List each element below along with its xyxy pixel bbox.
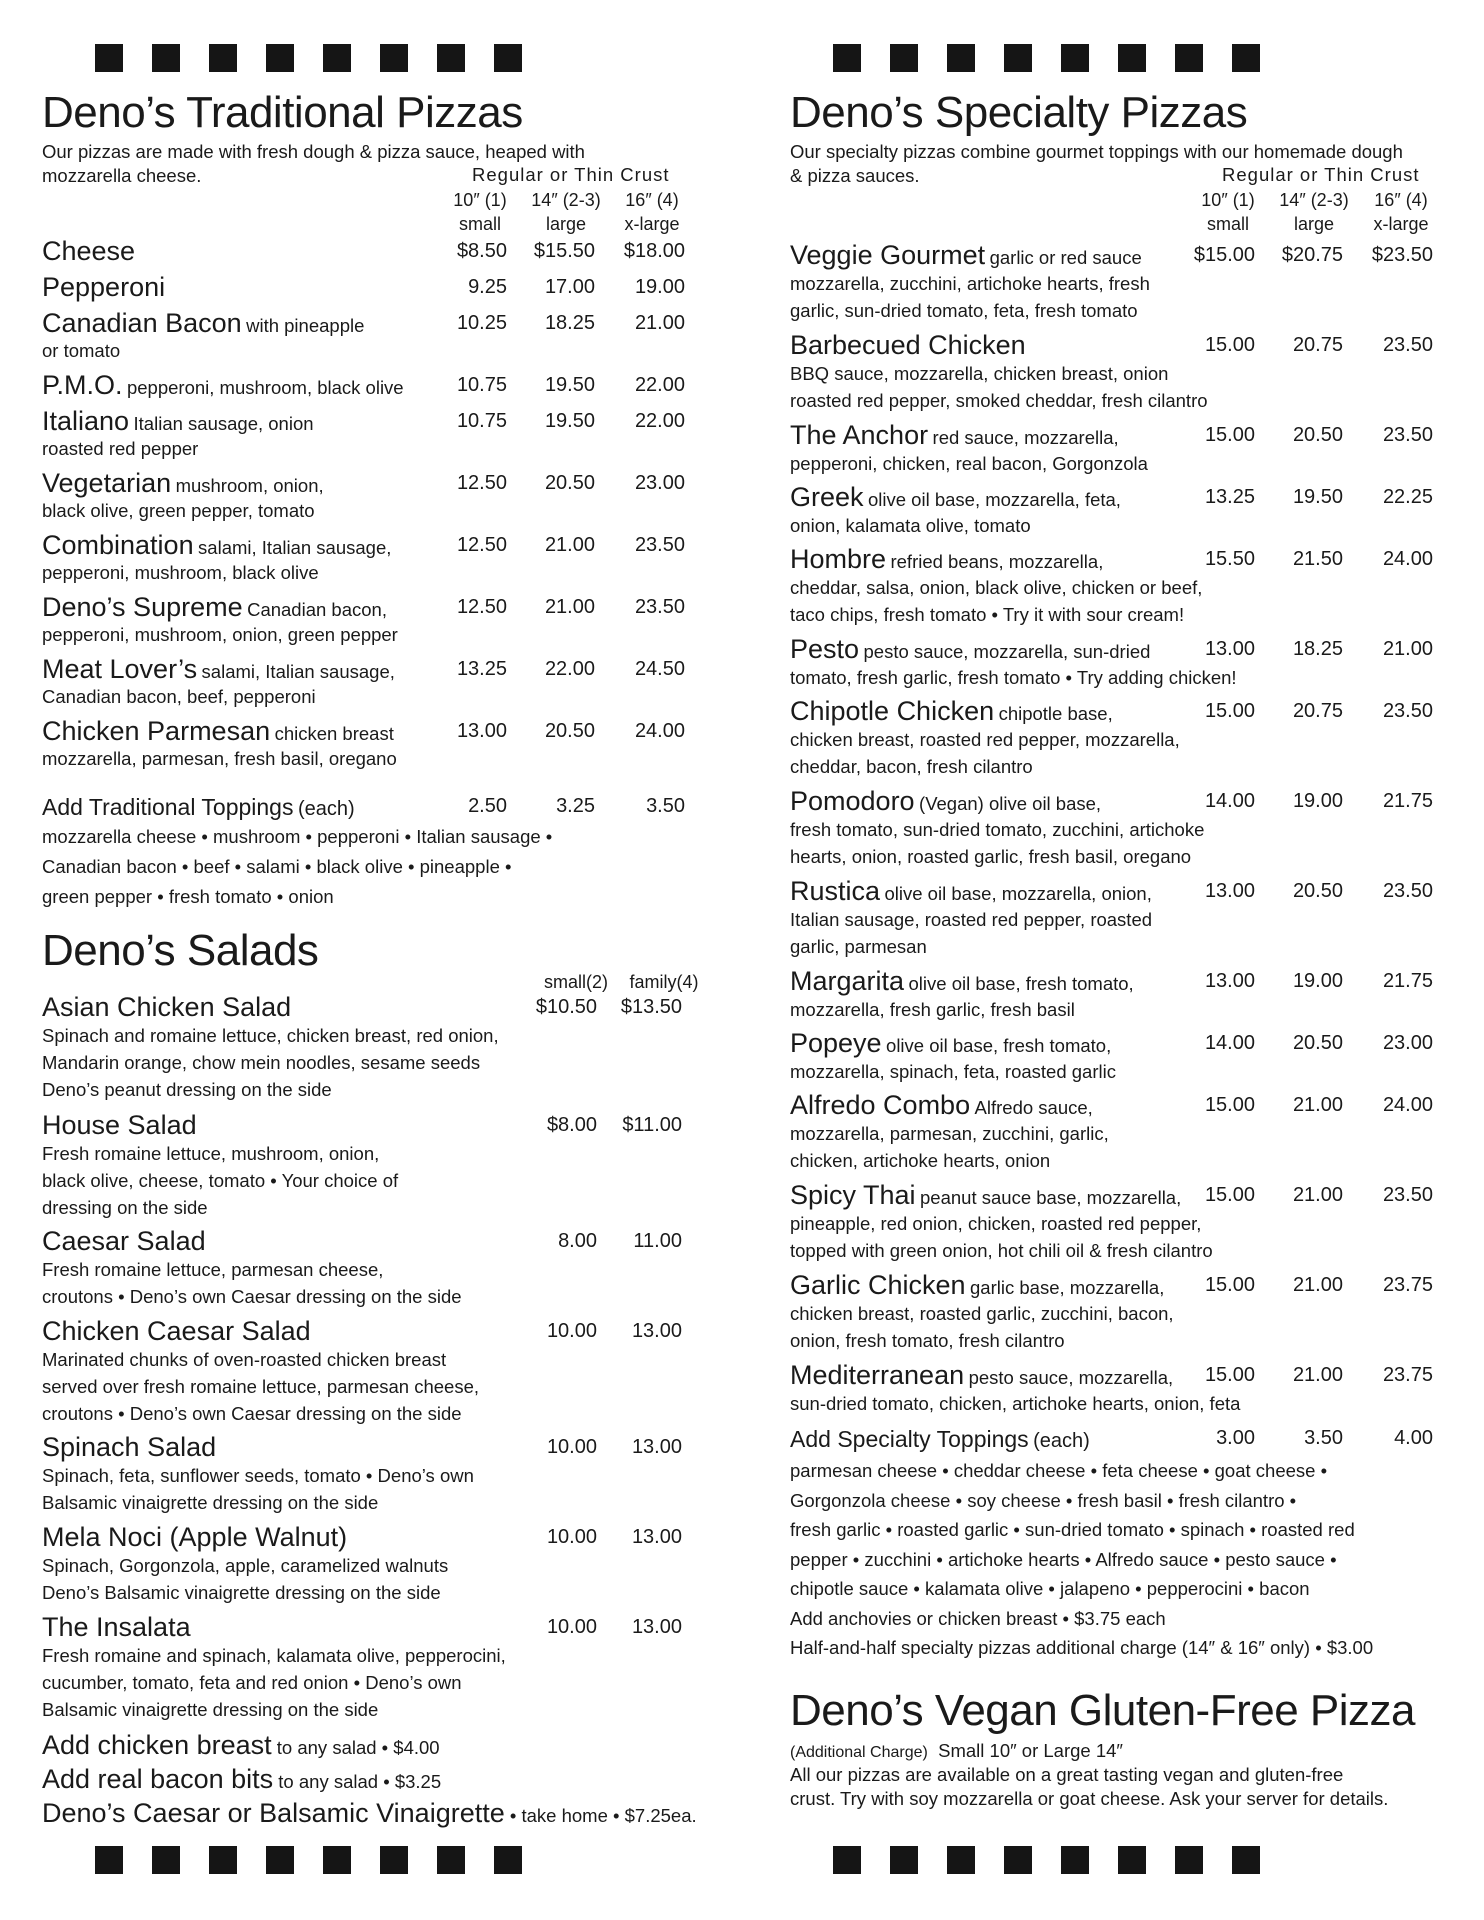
traditional-toppings-line: mozzarella cheese • mushroom • pepperoni • Italian sausage • bbox=[42, 826, 553, 847]
menu-item bbox=[42, 592, 714, 648]
item-sub: pepperoni, chicken, real bacon, Gorgonzola bbox=[790, 453, 1148, 474]
salad-desc-line: croutons • Deno’s own Caesar dressing on the side bbox=[42, 1286, 462, 1307]
item-price: 15.00 bbox=[1204, 1274, 1255, 1296]
item-price: $8.50 bbox=[456, 240, 507, 262]
top-right-squares bbox=[833, 44, 1289, 72]
salads-title: Deno’s Salads bbox=[42, 926, 319, 975]
item-price: 24.00 bbox=[1382, 1094, 1433, 1116]
traditional-crust-label: Regular or Thin Crust bbox=[472, 164, 670, 185]
salad-name: Caesar Salad bbox=[42, 1226, 206, 1256]
item-price: 23.00 bbox=[1382, 1032, 1433, 1054]
salad-price: 10.00 bbox=[546, 1320, 597, 1342]
item-name: Pepperoni bbox=[42, 272, 166, 302]
item-price: 21.00 bbox=[544, 596, 595, 618]
item-price: 13.00 bbox=[1204, 880, 1255, 902]
item-sub: Canadian bacon, beef, pepperoni bbox=[42, 686, 316, 707]
item-desc: olive oil base, mozzarella, onion, bbox=[884, 883, 1152, 904]
item-price: 21.50 bbox=[1292, 548, 1343, 570]
item-price: 13.25 bbox=[1204, 486, 1255, 508]
menu-item bbox=[42, 654, 714, 710]
specialty-toppings-line: parmesan cheese • cheddar cheese • feta cheese • goat cheese • bbox=[790, 1460, 1328, 1481]
item-name: Barbecued Chicken bbox=[790, 330, 1026, 360]
specialty-item bbox=[790, 240, 1450, 324]
item-price: 20.50 bbox=[1292, 424, 1343, 446]
salads-size-small: small(2) bbox=[543, 972, 608, 992]
item-price: 23.50 bbox=[1382, 880, 1433, 902]
item-desc: with pineapple bbox=[246, 315, 365, 336]
traditional-toppings-line: green pepper • fresh tomato • onion bbox=[42, 886, 334, 907]
item-price: 23.50 bbox=[634, 534, 685, 556]
item-price: 21.00 bbox=[1292, 1184, 1343, 1206]
item-name: Greek bbox=[790, 482, 864, 512]
item-name: Pomodoro bbox=[790, 786, 915, 816]
item-price: 23.50 bbox=[1382, 1184, 1433, 1206]
item-desc: (Vegan) olive oil base, bbox=[919, 793, 1102, 814]
salad-price: 10.00 bbox=[546, 1526, 597, 1548]
traditional-title: Deno’s Traditional Pizzas bbox=[42, 88, 523, 137]
item-price: 18.25 bbox=[1292, 638, 1343, 660]
item-desc: salami, Italian sausage, bbox=[201, 661, 395, 682]
traditional-size-small: 10″ (1) small bbox=[453, 190, 507, 234]
item-price: 23.50 bbox=[1382, 334, 1433, 356]
item-sub: cheddar, salsa, onion, black olive, chicken or beef, bbox=[790, 577, 1203, 598]
item-price: 24.50 bbox=[634, 658, 685, 680]
item-price: 15.00 bbox=[1204, 1184, 1255, 1206]
menu-item bbox=[42, 716, 714, 772]
item-sub: cheddar, bacon, fresh cilantro bbox=[790, 756, 1033, 777]
menu-item bbox=[42, 530, 714, 586]
item-sub: or tomato bbox=[42, 340, 121, 361]
item-price: 14.00 bbox=[1204, 1032, 1255, 1054]
item-name: Chipotle Chicken bbox=[790, 696, 995, 726]
specialty-size-large: 14″ (2-3) large bbox=[1279, 190, 1349, 234]
specialty-toppings-line: Add anchovies or chicken breast • $3.75 each bbox=[790, 1607, 1166, 1629]
specialty-size-xlarge: 16″ (4) x-large bbox=[1373, 190, 1429, 234]
item-desc: chicken breast bbox=[274, 723, 394, 744]
top-left-squares bbox=[95, 44, 551, 72]
item-price: 15.50 bbox=[1204, 548, 1255, 570]
salad-desc-line: dressing on the side bbox=[42, 1197, 208, 1218]
item-price: 19.50 bbox=[544, 374, 595, 396]
salad-price: 13.00 bbox=[631, 1616, 682, 1638]
vegan-title: Deno’s Vegan Gluten-Free Pizza bbox=[790, 1686, 1415, 1735]
item-desc: salami, Italian sausage, bbox=[198, 537, 392, 558]
item-sub: pepperoni, mushroom, black olive bbox=[42, 562, 319, 583]
item-name: Chicken Parmesan bbox=[42, 716, 271, 746]
item-price: 13.00 bbox=[1204, 970, 1255, 992]
salad-price: 11.00 bbox=[633, 1230, 682, 1252]
item-name: Rustica bbox=[790, 876, 881, 906]
item-sub: roasted red pepper bbox=[42, 438, 199, 459]
salad-desc-line: Marinated chunks of oven-roasted chicken breast bbox=[42, 1349, 447, 1370]
bottom-right-squares bbox=[833, 1846, 1289, 1874]
item-price: 21.00 bbox=[634, 312, 685, 334]
specialty-toppings: Add Specialty Toppings (each) 3.00 3.50 4.00 bbox=[790, 1426, 1433, 1452]
item-desc: Italian sausage, onion bbox=[133, 413, 314, 434]
salad-desc-line: Balsamic vinaigrette dressing on the side bbox=[42, 1492, 379, 1513]
salad-desc-line: served over fresh romaine lettuce, parmesan cheese, bbox=[42, 1376, 480, 1397]
specialty-item bbox=[790, 696, 1450, 780]
salad-item bbox=[42, 1522, 714, 1606]
traditional-toppings-line: Canadian bacon • beef • salami • black olive • pineapple • bbox=[42, 856, 512, 877]
menu-item bbox=[42, 272, 714, 302]
salad-name: Spinach Salad bbox=[42, 1432, 217, 1462]
specialty-title: Deno’s Specialty Pizzas bbox=[790, 88, 1248, 137]
item-name: Spicy Thai bbox=[790, 1180, 916, 1210]
item-price: 20.50 bbox=[544, 720, 595, 742]
salad-item bbox=[42, 1612, 714, 1723]
item-price: 18.25 bbox=[544, 312, 595, 334]
item-price: 23.50 bbox=[1382, 424, 1433, 446]
item-sub: mozzarella, parmesan, zucchini, garlic, bbox=[790, 1123, 1109, 1144]
specialty-item bbox=[790, 1270, 1450, 1354]
salad-desc-line: croutons • Deno’s own Caesar dressing on the side bbox=[42, 1403, 462, 1424]
item-sub: hearts, onion, roasted garlic, fresh basil, oregano bbox=[790, 846, 1192, 867]
salad-desc-line: Spinach and romaine lettuce, chicken breast, red onion, bbox=[42, 1025, 499, 1046]
item-name: Popeye bbox=[790, 1028, 882, 1058]
salad-name: Mela Noci (Apple Walnut) bbox=[42, 1522, 348, 1552]
salad-item bbox=[42, 1316, 714, 1427]
item-price: 20.75 bbox=[1292, 700, 1343, 722]
specialty-item bbox=[790, 482, 1450, 539]
item-price: 10.75 bbox=[456, 410, 507, 432]
salad-price: 13.00 bbox=[631, 1526, 682, 1548]
item-desc: chipotle base, bbox=[998, 703, 1113, 724]
item-name: Vegetarian bbox=[42, 468, 172, 498]
specialty-crust-label: Regular or Thin Crust bbox=[1222, 164, 1420, 185]
item-price: 23.00 bbox=[634, 472, 685, 494]
item-sub: topped with green onion, hot chili oil & fresh cilantro bbox=[790, 1240, 1213, 1261]
menu-item bbox=[42, 406, 714, 462]
item-price: 20.75 bbox=[1292, 334, 1343, 356]
item-price: 15.00 bbox=[1204, 1094, 1255, 1116]
item-desc: peanut sauce base, mozzarella, bbox=[920, 1187, 1182, 1208]
item-name: Meat Lover’s bbox=[42, 654, 198, 684]
salad-price: $11.00 bbox=[622, 1114, 682, 1136]
salad-price: 10.00 bbox=[546, 1436, 597, 1458]
item-desc: mushroom, onion, bbox=[175, 475, 324, 496]
item-desc: olive oil base, fresh tomato, bbox=[886, 1035, 1112, 1056]
item-price: 22.00 bbox=[634, 410, 685, 432]
item-price: 10.75 bbox=[456, 374, 507, 396]
item-price: 9.25 bbox=[468, 276, 507, 298]
item-sub: mozzarella, fresh garlic, fresh basil bbox=[790, 999, 1075, 1020]
specialty-toppings-line: Gorgonzola cheese • soy cheese • fresh basil • fresh cilantro • bbox=[790, 1489, 1297, 1511]
traditional-size-xlarge: 16″ (4) x-large bbox=[624, 190, 680, 234]
item-price: 10.25 bbox=[456, 312, 507, 334]
item-name: Mediterranean bbox=[790, 1360, 965, 1390]
item-price: 15.00 bbox=[1204, 700, 1255, 722]
item-price: 19.50 bbox=[1292, 486, 1343, 508]
salad-item bbox=[42, 1432, 714, 1516]
item-desc: Alfredo sauce, bbox=[974, 1097, 1093, 1118]
item-price: 20.50 bbox=[1292, 880, 1343, 902]
salad-desc-line: Fresh romaine and spinach, kalamata olive, pepperocini, bbox=[42, 1645, 506, 1666]
item-sub: fresh tomato, sun-dried tomato, zucchini, artichoke bbox=[790, 819, 1205, 840]
item-desc: garlic base, mozzarella, bbox=[970, 1277, 1165, 1298]
specialty-item bbox=[790, 1090, 1450, 1174]
item-price: 22.00 bbox=[634, 374, 685, 396]
item-price: $18.00 bbox=[623, 240, 685, 262]
item-name: Pesto bbox=[790, 634, 860, 664]
item-sub: garlic, sun-dried tomato, feta, fresh tomato bbox=[790, 300, 1138, 321]
item-price: $23.50 bbox=[1371, 244, 1433, 266]
salad-desc-line: Deno’s peanut dressing on the side bbox=[42, 1079, 332, 1100]
menu-item bbox=[42, 236, 714, 266]
item-price: 15.00 bbox=[1204, 424, 1255, 446]
specialty-item bbox=[790, 634, 1450, 691]
item-name: Veggie Gourmet bbox=[790, 240, 986, 270]
item-price: 19.00 bbox=[634, 276, 685, 298]
item-price: 21.75 bbox=[1382, 970, 1433, 992]
salad-addon: Add real bacon bits to any salad • $3.25 bbox=[42, 1764, 442, 1794]
item-name: P.M.O. bbox=[42, 370, 123, 400]
salad-price: $8.00 bbox=[546, 1114, 597, 1136]
specialty-item bbox=[790, 1180, 1450, 1264]
specialty-item bbox=[790, 876, 1450, 960]
specialty-toppings-line: chipotle sauce • kalamata olive • jalapeno • pepperocini • bacon bbox=[790, 1578, 1310, 1599]
salad-desc-line: black olive, cheese, tomato • Your choice of bbox=[42, 1170, 399, 1191]
menu-item bbox=[42, 370, 714, 400]
specialty-item bbox=[790, 544, 1450, 628]
item-price: 20.50 bbox=[1292, 1032, 1343, 1054]
item-sub: taco chips, fresh tomato • Try it with sour cream! bbox=[790, 604, 1185, 625]
salad-desc-line: Balsamic vinaigrette dressing on the side bbox=[42, 1699, 379, 1720]
item-sub: chicken breast, roasted red pepper, mozzarella, bbox=[790, 729, 1180, 750]
salad-name: Chicken Caesar Salad bbox=[42, 1316, 311, 1346]
salad-addon: Add chicken breast to any salad • $4.00 bbox=[42, 1730, 440, 1760]
item-price: 23.50 bbox=[1382, 700, 1433, 722]
vegan-line: All our pizzas are available on a great tasting vegan and gluten-free bbox=[790, 1764, 1344, 1785]
item-sub: onion, fresh tomato, fresh cilantro bbox=[790, 1330, 1065, 1351]
item-price: 13.00 bbox=[456, 720, 507, 742]
salad-price: $10.50 bbox=[535, 996, 597, 1018]
item-price: 12.50 bbox=[456, 596, 507, 618]
specialty-item bbox=[790, 420, 1450, 477]
item-price: 21.00 bbox=[1292, 1364, 1343, 1386]
salad-desc-line: cucumber, tomato, feta and red onion • Deno’s own bbox=[42, 1672, 462, 1693]
item-desc: red sauce, mozzarella, bbox=[932, 427, 1119, 448]
item-desc: pesto sauce, mozzarella, bbox=[968, 1367, 1174, 1388]
item-price: 24.00 bbox=[1382, 548, 1433, 570]
item-price: 14.00 bbox=[1204, 790, 1255, 812]
item-price: $15.50 bbox=[533, 240, 595, 262]
salads-size-family: family(4) bbox=[629, 972, 699, 992]
specialty-toppings-line: fresh garlic • roasted garlic • sun-dried tomato • spinach • roasted red bbox=[790, 1519, 1355, 1540]
salad-desc-line: Deno’s Balsamic vinaigrette dressing on the side bbox=[42, 1582, 441, 1603]
item-desc: refried beans, mozzarella, bbox=[890, 551, 1104, 572]
traditional-toppings: Add Traditional Toppings (each) 2.50 3.25 3.50 bbox=[42, 794, 685, 820]
item-desc: Canadian bacon, bbox=[247, 599, 387, 620]
specialty-item bbox=[790, 330, 1450, 414]
vegan-line: crust. Try with soy mozzarella or goat cheese. Ask your server for details. bbox=[790, 1788, 1389, 1809]
specialty-toppings-line: Half-and-half specialty pizzas additional charge (14″ & 16″ only) • $3.00 bbox=[790, 1637, 1374, 1658]
item-price: 21.00 bbox=[1292, 1094, 1343, 1116]
item-name: Italiano bbox=[42, 406, 130, 436]
item-desc: pepperoni, mushroom, black olive bbox=[126, 377, 404, 398]
specialty-item bbox=[790, 1360, 1450, 1417]
item-name: Hombre bbox=[790, 544, 887, 574]
item-price: 21.00 bbox=[1382, 638, 1433, 660]
item-price: 21.00 bbox=[544, 534, 595, 556]
item-price: 12.50 bbox=[456, 534, 507, 556]
item-sub: pepperoni, mushroom, onion, green pepper bbox=[42, 624, 398, 645]
item-desc: garlic or red sauce bbox=[989, 247, 1142, 268]
item-desc: olive oil base, fresh tomato, bbox=[908, 973, 1134, 994]
item-price: 13.25 bbox=[456, 658, 507, 680]
salad-price: 13.00 bbox=[631, 1436, 682, 1458]
item-sub: mozzarella, spinach, feta, roasted garlic bbox=[790, 1061, 1116, 1082]
item-sub: garlic, parmesan bbox=[790, 936, 927, 957]
specialty-item bbox=[790, 1028, 1450, 1085]
item-name: The Anchor bbox=[790, 420, 929, 450]
salad-desc-line: Spinach, feta, sunflower seeds, tomato • Deno’s own bbox=[42, 1465, 474, 1486]
item-price: $20.75 bbox=[1281, 244, 1343, 266]
salad-desc-line: Fresh romaine lettuce, parmesan cheese, bbox=[42, 1259, 384, 1280]
menu-item bbox=[42, 468, 714, 524]
item-sub: Italian sausage, roasted red pepper, roasted bbox=[790, 909, 1153, 930]
item-name: Margarita bbox=[790, 966, 905, 996]
item-price: 22.00 bbox=[544, 658, 595, 680]
salad-desc-line: Spinach, Gorgonzola, apple, caramelized walnuts bbox=[42, 1555, 449, 1576]
item-sub: pineapple, red onion, chicken, roasted red pepper, bbox=[790, 1213, 1202, 1234]
item-price: 23.50 bbox=[634, 596, 685, 618]
bottom-left-squares bbox=[95, 1846, 551, 1874]
item-name: Deno’s Supreme bbox=[42, 592, 243, 622]
item-sub: chicken, artichoke hearts, onion bbox=[790, 1150, 1051, 1171]
salad-desc-line: Mandarin orange, chow mein noodles, sesame seeds bbox=[42, 1052, 481, 1073]
salad-name: The Insalata bbox=[42, 1612, 191, 1642]
vegan-sizes: (Additional Charge) Small 10″ or Large 14″ bbox=[790, 1740, 1123, 1761]
item-price: 23.75 bbox=[1382, 1364, 1433, 1386]
item-name: Garlic Chicken bbox=[790, 1270, 966, 1300]
item-sub: mozzarella, zucchini, artichoke hearts, fresh bbox=[790, 273, 1150, 294]
item-price: 22.25 bbox=[1382, 486, 1433, 508]
salad-name: House Salad bbox=[42, 1110, 197, 1140]
item-price: 20.50 bbox=[544, 472, 595, 494]
item-price: 19.50 bbox=[544, 410, 595, 432]
salad-item bbox=[42, 1110, 714, 1221]
item-desc: olive oil base, mozzarella, feta, bbox=[867, 489, 1121, 510]
salad-item bbox=[42, 992, 714, 1103]
item-desc: pesto sauce, mozzarella, sun-dried bbox=[863, 641, 1151, 662]
specialty-intro: Our specialty pizzas combine gourmet toppings with our homemade dough & pizza sauces. bbox=[790, 141, 1403, 186]
item-name: Cheese bbox=[42, 236, 136, 266]
item-price: $15.00 bbox=[1193, 244, 1255, 266]
item-sub: sun-dried tomato, chicken, artichoke hearts, onion, feta bbox=[790, 1393, 1241, 1414]
item-sub: roasted red pepper, smoked cheddar, fresh cilantro bbox=[790, 390, 1208, 411]
item-price: 15.00 bbox=[1204, 334, 1255, 356]
specialty-item bbox=[790, 786, 1450, 870]
specialty-item bbox=[790, 966, 1450, 1023]
traditional-size-large: 14″ (2-3) large bbox=[531, 190, 601, 234]
salad-item bbox=[42, 1226, 714, 1310]
item-price: 12.50 bbox=[456, 472, 507, 494]
item-sub: onion, kalamata olive, tomato bbox=[790, 515, 1031, 536]
item-sub: black olive, green pepper, tomato bbox=[42, 500, 315, 521]
salad-price: 13.00 bbox=[631, 1320, 682, 1342]
item-price: 17.00 bbox=[544, 276, 595, 298]
salad-price: $13.50 bbox=[620, 996, 682, 1018]
traditional-intro: Our pizzas are made with fresh dough & pizza sauce, heaped with mozzarella cheese. bbox=[42, 141, 585, 186]
item-name: Combination bbox=[42, 530, 194, 560]
item-name: Canadian Bacon bbox=[42, 308, 242, 338]
menu-item bbox=[42, 308, 714, 364]
item-price: 19.00 bbox=[1292, 790, 1343, 812]
item-sub: tomato, fresh garlic, fresh tomato • Try adding chicken! bbox=[790, 667, 1237, 688]
item-price: 15.00 bbox=[1204, 1364, 1255, 1386]
item-price: 19.00 bbox=[1292, 970, 1343, 992]
item-sub: BBQ sauce, mozzarella, chicken breast, onion bbox=[790, 363, 1169, 384]
item-price: 23.75 bbox=[1382, 1274, 1433, 1296]
item-price: 24.00 bbox=[634, 720, 685, 742]
salad-addon: Deno’s Caesar or Balsamic Vinaigrette • take home • $7.25ea. bbox=[42, 1798, 697, 1828]
salad-price: 8.00 bbox=[558, 1230, 597, 1252]
item-sub: chicken breast, roasted garlic, zucchini, bacon, bbox=[790, 1303, 1174, 1324]
salad-price: 10.00 bbox=[546, 1616, 597, 1638]
salad-desc-line: Fresh romaine lettuce, mushroom, onion, bbox=[42, 1143, 380, 1164]
item-name: Alfredo Combo bbox=[790, 1090, 971, 1120]
specialty-toppings-line: pepper • zucchini • artichoke hearts • Alfredo sauce • pesto sauce • bbox=[790, 1548, 1337, 1570]
specialty-size-small: 10″ (1) small bbox=[1201, 190, 1255, 234]
item-price: 21.00 bbox=[1292, 1274, 1343, 1296]
item-sub: mozzarella, parmesan, fresh basil, oregano bbox=[42, 748, 397, 769]
salad-name: Asian Chicken Salad bbox=[42, 992, 292, 1022]
item-price: 21.75 bbox=[1382, 790, 1433, 812]
item-price: 13.00 bbox=[1204, 638, 1255, 660]
